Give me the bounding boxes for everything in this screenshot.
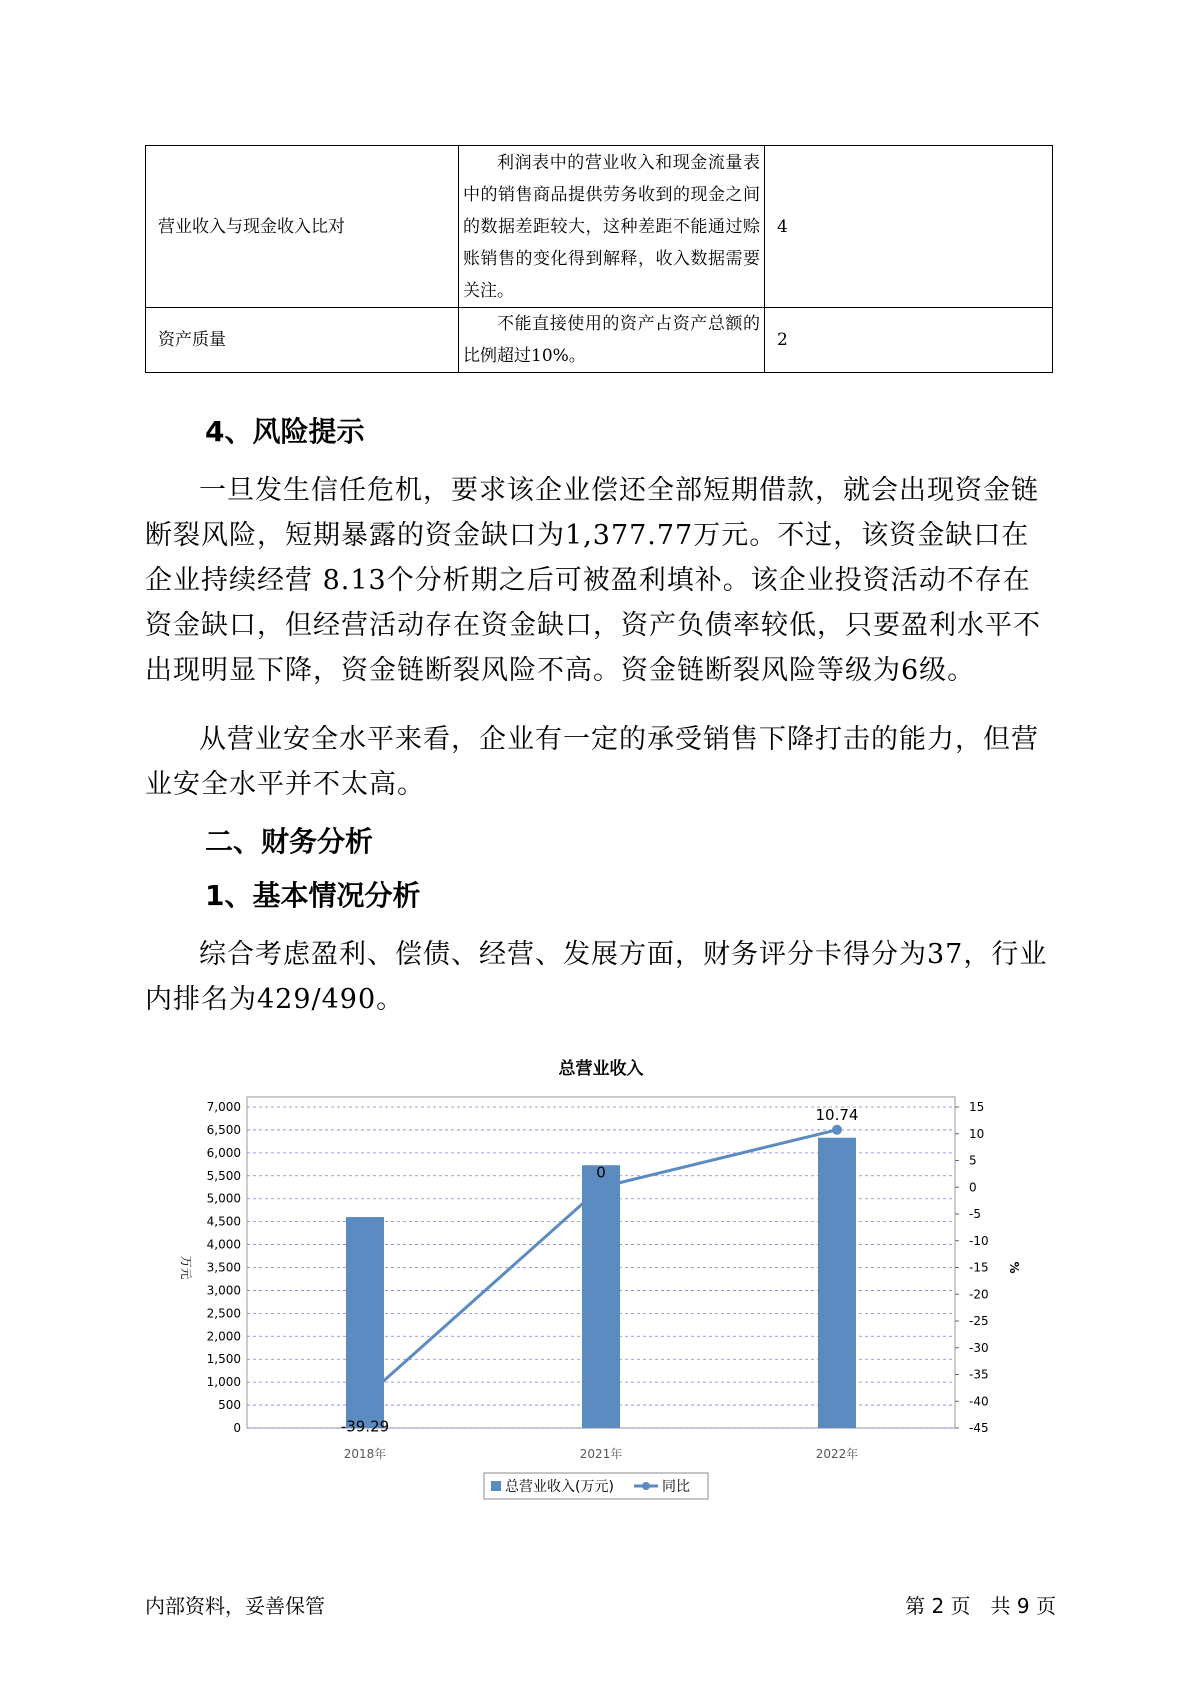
- bar-2021年: [582, 1165, 620, 1428]
- y-tick-label: 6,000: [206, 1145, 241, 1160]
- y2-tick-label: 10: [969, 1126, 985, 1141]
- legend-line-marker: [642, 1482, 650, 1490]
- chart-title: 总营业收入: [558, 1059, 644, 1079]
- x-tick-label: 2021年: [579, 1447, 623, 1461]
- x-tick-label: 2022年: [815, 1447, 859, 1461]
- y-tick-label: 0: [233, 1421, 241, 1435]
- y2-tick-label: -20: [969, 1287, 989, 1302]
- yoy-point: [832, 1125, 842, 1135]
- x-tick-label: 2018年: [343, 1447, 387, 1461]
- table-cell-item: 营业收入与现金收入比对: [146, 146, 459, 308]
- revenue-chart: [170, 1040, 1030, 1510]
- table-cell-score: 2: [765, 308, 1053, 373]
- table-row: [146, 146, 1053, 308]
- y-axis-label: 万元: [179, 1255, 193, 1280]
- y2-tick-label: -10: [969, 1233, 989, 1248]
- table-cell-desc: 不能直接使用的资产占资产总额的比例超过10%。: [459, 308, 765, 373]
- y-tick-label: 7,000: [206, 1100, 241, 1114]
- operating-safety-paragraph: 从营业安全水平来看，企业有一定的承受销售下降打击的能力，但营业安全水平并不太高。: [145, 724, 1039, 800]
- score-paragraph: 综合考虑盈利、偿债、经营、发展方面，财务评分卡得分为37，行业内排名为429/490。: [145, 939, 1048, 1015]
- y2-tick-label: -40: [969, 1394, 989, 1409]
- y2-tick-label: -25: [969, 1314, 989, 1328]
- risk-indicator-table: [145, 145, 1053, 373]
- y2-tick-label: -5: [969, 1207, 981, 1221]
- y-tick-label: 2,000: [206, 1329, 241, 1344]
- y2-tick-label: -35: [969, 1367, 989, 1382]
- y-tick-label: 5,000: [206, 1191, 241, 1206]
- y-tick-label: 2,500: [206, 1306, 241, 1321]
- y-tick-label: 1,000: [206, 1375, 241, 1390]
- y2-tick-label: 0: [969, 1180, 977, 1195]
- y2-axis-label: %: [1007, 1261, 1021, 1274]
- y-tick-label: 500: [218, 1398, 241, 1413]
- y-tick-label: 4,000: [206, 1237, 241, 1252]
- y2-tick-label: 15: [969, 1100, 985, 1114]
- risk-heading: 4、风险提示: [205, 415, 365, 448]
- table-cell-score: 4: [765, 146, 1053, 308]
- y2-tick-label: -45: [969, 1421, 989, 1435]
- basic-analysis-heading: 1、基本情况分析: [205, 879, 421, 912]
- y-tick-label: 5,500: [206, 1168, 241, 1183]
- table-cell-item: 资产质量: [146, 308, 459, 373]
- y-tick-label: 4,500: [206, 1214, 241, 1229]
- footer-confidential: 内部资料，妥善保管: [145, 1594, 325, 1618]
- yoy-data-label: -39.29: [340, 1417, 390, 1436]
- table-row: [146, 308, 1053, 373]
- y-tick-label: 6,500: [206, 1122, 241, 1137]
- risk-paragraph: 一旦发生信任危机，要求该企业偿还全部短期借款，就会出现资金链断裂风险，短期暴露的资金缺口为1,377.77万元。不过，该资金缺口在企业持续经营 8.13个分析期之后可被盈利填补。该企业投资活动不存在资金缺口，但经营活动存在资金缺口，资产负债率较低，只要盈利水平不出现明显下降，资金链断裂风险不高。资金链断裂风险等级为6级。: [145, 475, 1041, 686]
- table-cell-desc: 利润表中的营业收入和现金流量表中的销售商品提供劳务收到的现金之间的数据差距较大，这种差距不能通过赊账销售的变化得到解释，收入数据需要关注。: [459, 146, 765, 308]
- y2-tick-label: -15: [969, 1260, 989, 1275]
- yoy-point: [360, 1392, 370, 1402]
- footer-page-number: 第 2 页 共 9 页: [905, 1594, 1056, 1618]
- legend-bar-swatch: [491, 1481, 501, 1491]
- y2-tick-label: -30: [969, 1340, 989, 1355]
- y2-tick-label: 5: [969, 1153, 977, 1168]
- y-tick-label: 3,000: [206, 1283, 241, 1298]
- bar-2022年: [818, 1138, 856, 1428]
- y-tick-label: 1,500: [206, 1352, 241, 1367]
- y-tick-label: 3,500: [206, 1260, 241, 1275]
- yoy-data-label: 0: [596, 1163, 606, 1182]
- yoy-data-label: 10.74: [815, 1105, 859, 1124]
- yoy-point: [596, 1182, 606, 1192]
- legend-line-label: 同比: [662, 1479, 690, 1495]
- finance-heading: 二、财务分析: [205, 825, 374, 858]
- legend-bar-label: 总营业收入(万元): [505, 1479, 614, 1495]
